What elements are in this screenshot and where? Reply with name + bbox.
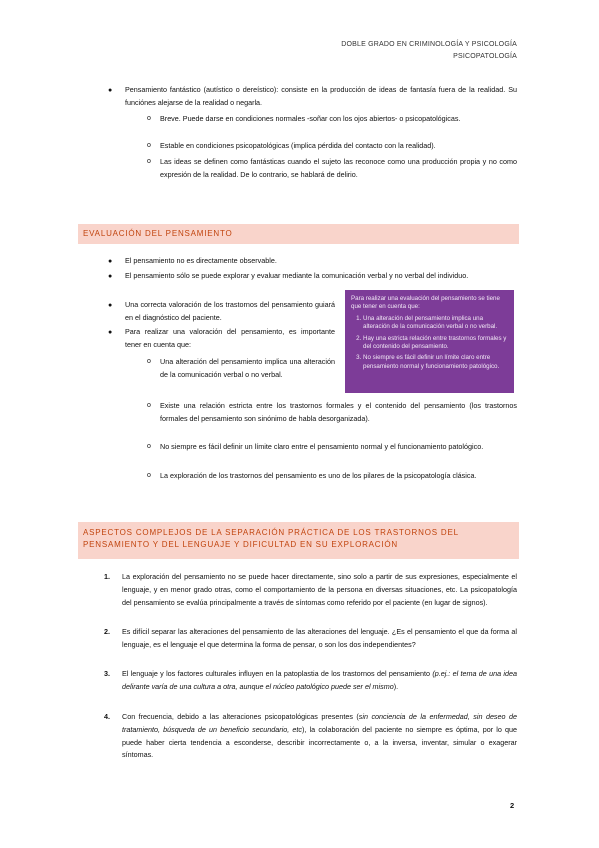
sub-item: No siempre es fácil definir un límite claro entre el pensamiento normal y el funcionamiento patológico. (160, 442, 484, 451)
callout-list (351, 315, 508, 371)
page-header (341, 39, 517, 63)
callout-item: 2. Hay una estricta relación entre trastornos formales y del contenido del pensamiento. (363, 335, 508, 352)
sub-bullet-marker: o (147, 115, 151, 122)
callout-box (345, 290, 514, 393)
section-heading: ASPECTOS COMPLEJOS DE LA SEPARACIÓN PRÁCTICA DE LOS TRASTORNOS DEL PENSAMIENTO Y DEL LENGUAJE Y DIFICULTAD EN SU EXPLORACIÓN (78, 522, 519, 559)
bullet-item: Una correcta valoración de los trastornos del pensamiento guiará en el diagnóstico del paciente. (125, 300, 335, 322)
bullet-dot: ● (108, 87, 113, 94)
sub-bullet-marker: o (147, 142, 151, 149)
bullet-item: El pensamiento sólo se puede explorar y evaluar mediante la comunicación verbal y no verbal del individuo. (125, 271, 469, 280)
callout-item: 3. No siempre es fácil definir un límite claro entre pensamiento normal y funcionamiento patológico. (363, 354, 508, 371)
header-degree: DOBLE GRADO EN CRIMINOLOGÍA Y PSICOLOGÍA (341, 41, 517, 48)
sub-bullet-marker: o (147, 402, 151, 409)
bullet-dot: ● (108, 273, 113, 280)
bullet-dot: ● (108, 329, 113, 336)
numbered-item: La exploración del pensamiento no se puede hacer directamente, sino solo a partir de sus expresiones, especialmente el lenguaje, y en menor grado otras, como el comportamiento de la persona en diversas situaciones, etc. La psicopatología del pensamiento se evalúa principalmente a través de síntomas como referido por el paciente (en lugar de signos). (122, 572, 517, 607)
item-example: (p.ej.: el tema de una idea delirante varía de una cultura a otra, aunque el núcleo patológico puede ser el mismo (122, 669, 517, 691)
bullet-dot: ● (108, 302, 113, 309)
section-heading: EVALUACIÓN DEL PENSAMIENTO (78, 224, 519, 244)
numbered-item: Es difícil separar las alteraciones del pensamiento de las alteraciones del lenguaje. ¿Es el pensamiento el que da forma al lenguaje, es el lenguaje el que determina la forma de pensar, o son los dos independientes? (122, 627, 517, 649)
list-number: 1. (104, 572, 110, 581)
sub-item: La exploración de los trastornos del pensamiento es uno de los pilares de la psicopatología clásica. (160, 471, 477, 480)
item-text-end: ), la colaboración del paciente no siempre es óptima, por lo que puede haber cierta tendencia a esconderse, describir incorrectamente o, a la inversa, inventar, simular o exagerar síntomas. (122, 724, 517, 760)
paragraph-fantastic-thought: Pensamiento fantástico (autístico o dereístico): consiste en la producción de ideas de fantasía fuera de la realidad. Su funciónes alejarse de la realidad o negarla. (125, 85, 517, 107)
sub-item: Existe una relación estricta entre los trastornos formales y el contenido del pensamiento (los trastornos formales del pensamiento son sinónimo de habla desorganizada). (160, 401, 517, 423)
numbered-item (122, 711, 517, 762)
sub-item: Breve. Puede darse en condiciones normales -soñar con los ojos abiertos- o psicopatológicas. (160, 114, 461, 123)
sub-item: Una alteración del pensamiento implica una alteración de la comunicación verbal o no verbal. (160, 357, 335, 379)
sub-bullet-marker: o (147, 443, 151, 450)
sub-item: Estable en condiciones psicopatológicas (implica pérdida del contacto con la realidad). (160, 141, 436, 150)
bullet-item: Para realizar una valoración del pensamiento, es importante tener en cuenta que: (125, 327, 335, 349)
sub-item: Las ideas se definen como fantásticas cuando el sujeto las reconoce como una producción propia y no como expresión de la realidad. De lo contrario, se hablará de delirio. (160, 157, 517, 179)
bullet-item: El pensamiento no es directamente observable. (125, 256, 277, 265)
sub-bullet-marker: o (147, 158, 151, 165)
callout-intro: Para realizar una evaluación del pensamiento se tiene que tener en cuenta que: (351, 295, 500, 311)
item-example: sin conciencia de la enfermedad, sin deseo de tratamiento, búsqueda de un beneficio secundario, etc (122, 712, 517, 734)
item-text: Con frecuencia, debido a las alteraciones psicopatológicas presentes ( (122, 712, 359, 721)
item-text-end: ). (393, 681, 399, 691)
header-subject: PSICOPATOLOGÍA (453, 53, 517, 60)
callout-item: 1. Una alteración del pensamiento implica una alteración de la comunicación verbal o no verbal. (363, 315, 508, 332)
bullet-dot: ● (108, 258, 113, 265)
page-number: 2 (510, 801, 515, 810)
list-number: 4. (104, 712, 110, 721)
numbered-item (122, 668, 517, 694)
sub-bullet-marker: o (147, 358, 151, 365)
sub-bullet-marker: o (147, 472, 151, 479)
list-number: 3. (104, 669, 110, 678)
item-text: El lenguaje y los factores culturales influyen en la patoplastia de los trastornos del pensamiento (122, 669, 433, 678)
list-number: 2. (104, 627, 110, 636)
